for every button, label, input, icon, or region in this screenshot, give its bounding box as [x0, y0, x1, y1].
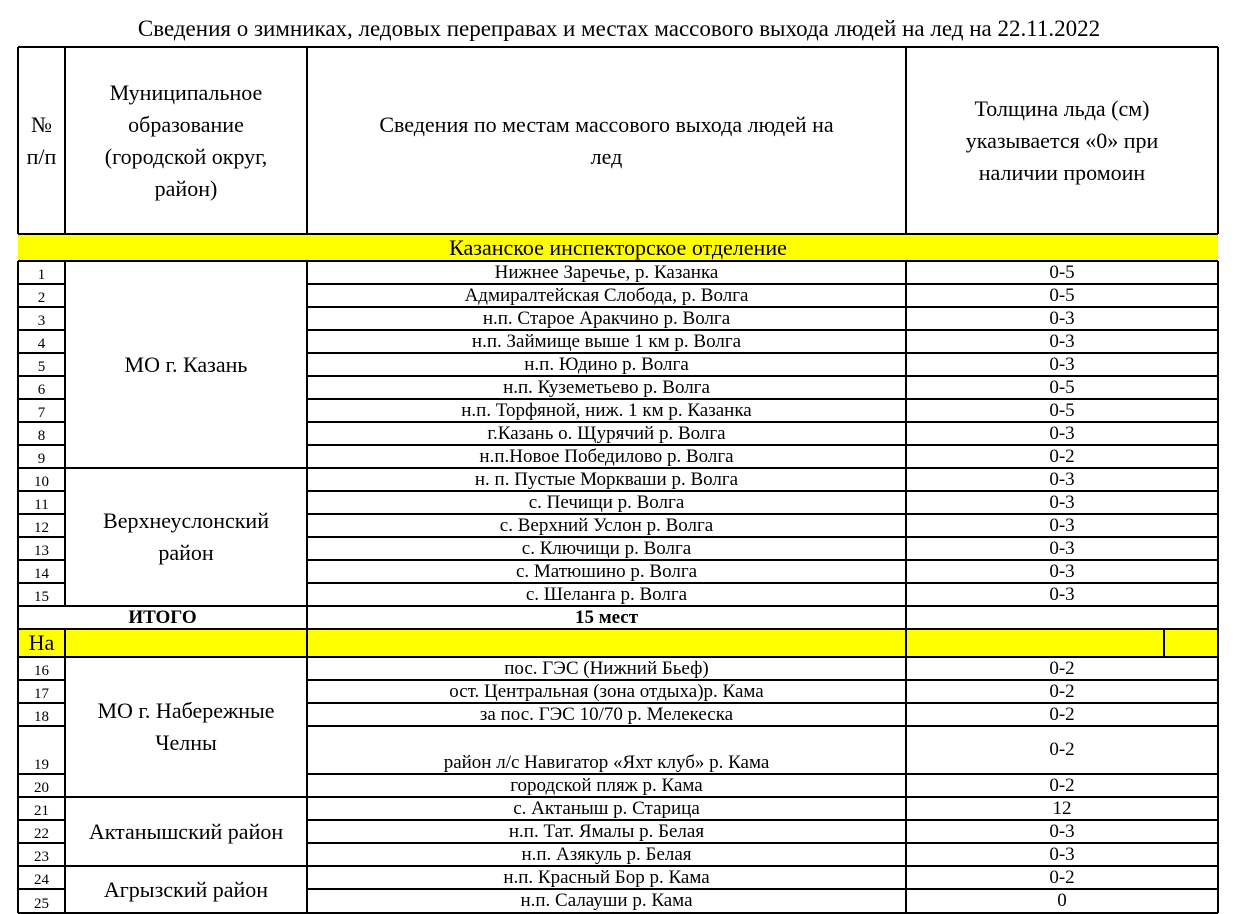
- grid-line: [307, 513, 1218, 515]
- row-ice: [906, 284, 1218, 307]
- row-number-text: 9: [37, 451, 46, 467]
- header-municipality: [65, 47, 307, 234]
- row-ice-text: 0-2: [1049, 739, 1075, 760]
- document-title: Сведения о зимниках, ледовых переправах и местах массового выхода людей на лед на 22.11.2022: [137, 16, 1101, 41]
- row-ice: [906, 560, 1218, 583]
- header-municipality-line: Муниципальное: [109, 79, 263, 105]
- grid-line: [306, 629, 308, 657]
- grid-line: [307, 352, 1218, 354]
- row-number: [18, 284, 65, 307]
- grid-line: [307, 842, 1218, 844]
- total-value: [307, 606, 906, 629]
- row-ice-text: 0-5: [1049, 399, 1075, 421]
- grid-line: [905, 629, 907, 657]
- municipality-group: [65, 657, 307, 797]
- grid-line: [18, 679, 65, 681]
- row-ice: [906, 376, 1218, 399]
- grid-line: [18, 233, 1218, 235]
- row-number: [18, 797, 65, 820]
- row-number-text: 20: [34, 780, 49, 796]
- municipality-group-text: Агрызский район: [103, 876, 269, 902]
- row-place-text: н.п. Куземетьево р. Волга: [503, 376, 710, 398]
- row-ice: [906, 445, 1218, 468]
- municipality-group: [65, 468, 307, 606]
- row-place: [307, 797, 906, 820]
- row-place: [307, 680, 906, 703]
- row-ice-text: 0-3: [1049, 330, 1075, 352]
- grid-line: [905, 606, 907, 629]
- total-value-text: 15 мест: [574, 606, 639, 628]
- total-label-text: ИТОГО: [128, 606, 197, 628]
- header-number-line: №: [31, 111, 52, 137]
- row-number: [18, 537, 65, 560]
- row-place-text: н.п. Красный Бор р. Кама: [503, 866, 710, 888]
- row-number-text: 22: [34, 826, 49, 842]
- row-ice-text: 0-5: [1049, 261, 1075, 283]
- row-place: [307, 514, 906, 537]
- row-number-text: 18: [34, 709, 49, 725]
- row-ice: [906, 726, 1218, 774]
- row-number: [18, 422, 65, 445]
- row-place-text: с. Шеланга р. Волга: [525, 583, 688, 605]
- grid-line: [307, 444, 1218, 446]
- row-ice-text: 0-2: [1049, 657, 1075, 679]
- section-title: [18, 629, 65, 657]
- row-place: [307, 726, 906, 776]
- row-number: [18, 703, 65, 726]
- row-number-text: 16: [34, 663, 49, 679]
- row-place-text: н.п. Юдино р. Волга: [524, 353, 689, 375]
- row-ice-text: 0-3: [1049, 843, 1075, 865]
- grid-line: [307, 490, 1218, 492]
- row-place: [307, 330, 906, 353]
- row-number-text: 8: [37, 428, 46, 444]
- row-place: [307, 399, 906, 422]
- grid-line: [306, 261, 308, 606]
- row-ice: [906, 774, 1218, 797]
- row-number-text: 7: [37, 405, 46, 421]
- header-number: [18, 47, 65, 234]
- grid-line: [18, 329, 65, 331]
- row-ice-text: 0-5: [1049, 376, 1075, 398]
- grid-line: [307, 283, 1218, 285]
- grid-line: [18, 306, 65, 308]
- row-place-text: с. Актаныш р. Старица: [513, 797, 700, 819]
- row-number-text: 1: [37, 267, 46, 283]
- row-ice: [906, 537, 1218, 560]
- header-thickness-line: Толщина льда (см): [974, 95, 1150, 121]
- grid-line: [18, 260, 1218, 262]
- grid-line: [18, 375, 65, 377]
- row-ice: [906, 353, 1218, 376]
- row-number-text: 14: [34, 566, 49, 582]
- row-ice-text: 0-2: [1049, 445, 1075, 467]
- grid-line: [17, 261, 19, 606]
- grid-line: [1217, 261, 1219, 606]
- grid-line: [18, 283, 65, 285]
- row-ice: [906, 261, 1218, 284]
- row-place: [307, 468, 906, 491]
- row-ice: [906, 514, 1218, 537]
- grid-line: [18, 773, 65, 775]
- row-number: [18, 399, 65, 422]
- row-place-text: г.Казань о. Щурячий р. Волга: [487, 422, 726, 444]
- row-place: [307, 774, 906, 797]
- header-thickness-line: наличии промоин: [978, 159, 1146, 185]
- row-number-text: 5: [37, 359, 46, 375]
- row-ice: [906, 843, 1218, 866]
- row-place: [307, 703, 906, 726]
- row-number-text: 6: [37, 382, 46, 398]
- row-number: [18, 820, 65, 843]
- grid-line: [17, 606, 19, 629]
- row-place: [307, 445, 906, 468]
- row-ice: [906, 889, 1218, 913]
- municipality-group: [65, 797, 307, 866]
- row-number: [18, 680, 65, 703]
- row-ice: [906, 422, 1218, 445]
- grid-line: [18, 819, 65, 821]
- grid-line: [307, 679, 1218, 681]
- grid-line: [307, 536, 1218, 538]
- row-place-text: с. Верхний Услон р. Волга: [499, 514, 714, 536]
- row-number: [18, 307, 65, 330]
- row-number-text: 10: [34, 474, 49, 490]
- row-place-text: район л/с Навигатор «Яхт клуб» р. Кама: [443, 752, 770, 773]
- row-place-text: н.п. Старое Аракчино р. Волга: [482, 307, 731, 329]
- grid-line: [18, 421, 65, 423]
- grid-line: [306, 657, 308, 913]
- row-number-text: 19: [34, 757, 49, 773]
- row-number: [18, 376, 65, 399]
- grid-line: [18, 842, 65, 844]
- row-ice: [906, 820, 1218, 843]
- row-ice-text: 0-2: [1049, 680, 1075, 702]
- grid-line: [18, 865, 1218, 867]
- row-ice: [906, 468, 1218, 491]
- grid-line: [306, 47, 308, 234]
- row-place-text: городской пляж р. Кама: [510, 774, 703, 796]
- grid-line: [18, 582, 65, 584]
- grid-line: [307, 725, 1218, 727]
- grid-line: [17, 629, 19, 657]
- row-ice-text: 0-3: [1049, 353, 1075, 375]
- grid-line: [1163, 629, 1165, 657]
- row-place: [307, 353, 906, 376]
- row-place-text: пос. ГЭС (Нижний Бьеф): [504, 657, 709, 679]
- row-place-text: н.п.Новое Победилово р. Волга: [479, 445, 734, 467]
- row-number-text: 24: [34, 872, 49, 888]
- row-ice-text: 0-3: [1049, 560, 1075, 582]
- row-number-text: 17: [34, 686, 49, 702]
- grid-line: [18, 559, 65, 561]
- row-ice: [906, 399, 1218, 422]
- row-ice-text: 0-3: [1049, 307, 1075, 329]
- row-place-text: н.п. Салауши р. Кама: [520, 890, 693, 911]
- grid-line: [18, 444, 65, 446]
- row-ice-text: 0-3: [1049, 468, 1075, 490]
- row-ice: [906, 703, 1218, 726]
- grid-line: [64, 629, 66, 657]
- row-number: [18, 468, 65, 491]
- grid-line: [18, 656, 1218, 658]
- section-title: [18, 234, 1218, 261]
- grid-line: [17, 657, 19, 913]
- row-ice-text: 0-2: [1049, 774, 1075, 796]
- municipality-group-text: Верхнеуслонский район: [103, 508, 269, 565]
- row-place: [307, 537, 906, 560]
- grid-line: [1217, 47, 1219, 234]
- row-number: [18, 657, 65, 680]
- grid-line: [307, 329, 1218, 331]
- total-label: [18, 606, 307, 629]
- grid-line: [18, 628, 1218, 630]
- row-place-text: Нижнее Заречье, р. Казанка: [494, 261, 719, 283]
- row-ice: [906, 583, 1218, 606]
- row-place: [307, 491, 906, 514]
- row-ice-text: 12: [1052, 797, 1072, 819]
- grid-line: [18, 513, 65, 515]
- row-place-text: ост. Центральная (зона отдыха)р. Кама: [449, 680, 764, 702]
- row-number-text: 4: [37, 336, 46, 352]
- row-ice: [906, 680, 1218, 703]
- municipality-group: [65, 866, 307, 913]
- row-ice-text: 0-3: [1049, 422, 1075, 444]
- row-number: [18, 261, 65, 284]
- grid-line: [18, 536, 65, 538]
- grid-line: [18, 352, 65, 354]
- row-number: [18, 774, 65, 797]
- row-place: [307, 820, 906, 843]
- row-number-text: 15: [34, 589, 49, 605]
- row-ice-text: 0-2: [1049, 866, 1075, 888]
- grid-line: [306, 606, 308, 629]
- row-ice-text: 0-2: [1049, 703, 1075, 725]
- grid-line: [18, 796, 1218, 798]
- row-place: [307, 261, 906, 284]
- row-ice: [906, 491, 1218, 514]
- row-place: [307, 422, 906, 445]
- header-number-line: п/п: [26, 143, 57, 169]
- row-number: [18, 866, 65, 889]
- row-place: [307, 657, 906, 680]
- grid-line: [64, 657, 66, 913]
- grid-line: [307, 819, 1218, 821]
- row-place: [307, 307, 906, 330]
- grid-line: [307, 375, 1218, 377]
- grid-line: [18, 467, 1218, 469]
- row-number-text: 13: [34, 543, 49, 559]
- grid-line: [18, 46, 1218, 48]
- header-thickness: [906, 47, 1218, 234]
- row-place-text: Адмиралтейская Слобода, р. Волга: [464, 284, 749, 306]
- row-place-text: с. Ключищи р. Волга: [521, 537, 692, 559]
- section-title-text: Казанское инспекторское отделение: [449, 234, 787, 260]
- row-number: [18, 583, 65, 606]
- row-place-text: н.п. Тат. Ямалы р. Белая: [508, 820, 705, 842]
- row-number: [18, 514, 65, 537]
- section-title-text: На: [28, 630, 55, 655]
- row-number: [18, 353, 65, 376]
- row-place: [307, 284, 906, 307]
- grid-line: [905, 657, 907, 913]
- municipality-group-text: МО г. Набережные Челны: [97, 698, 275, 755]
- header-places-line: лед: [590, 143, 623, 169]
- row-number: [18, 330, 65, 353]
- row-number-text: 2: [37, 290, 46, 306]
- grid-line: [17, 47, 19, 234]
- row-number-text: 25: [34, 896, 49, 912]
- row-ice-text: 0-5: [1049, 284, 1075, 306]
- row-place-text: н. п. Пустые Моркваши р. Волга: [474, 468, 739, 490]
- grid-line: [307, 421, 1218, 423]
- grid-line: [307, 773, 1218, 775]
- row-place: [307, 376, 906, 399]
- row-ice: [906, 866, 1218, 889]
- row-place: [307, 843, 906, 866]
- row-number: [18, 445, 65, 468]
- row-number: [18, 560, 65, 583]
- grid-line: [18, 725, 65, 727]
- row-ice: [906, 797, 1218, 820]
- row-ice-text: 0: [1057, 890, 1067, 911]
- row-place-text: с. Матюшино р. Волга: [515, 560, 698, 582]
- row-number-text: 23: [34, 849, 49, 865]
- row-ice-text: 0-3: [1049, 583, 1075, 605]
- grid-line: [307, 582, 1218, 584]
- row-number-text: 3: [37, 313, 46, 329]
- municipality-group: [65, 261, 307, 468]
- row-place: [307, 866, 906, 889]
- section-band: [18, 629, 1218, 657]
- row-number: [18, 726, 65, 774]
- header-places: [307, 47, 906, 234]
- grid-line: [18, 888, 65, 890]
- row-ice: [906, 657, 1218, 680]
- municipality-group-text: МО г. Казань: [124, 351, 248, 377]
- row-place: [307, 889, 906, 913]
- row-ice-text: 0-3: [1049, 537, 1075, 559]
- row-ice-text: 0-3: [1049, 820, 1075, 842]
- row-place: [307, 583, 906, 606]
- grid-line: [64, 261, 66, 606]
- row-number: [18, 491, 65, 514]
- header-municipality-line: район): [154, 175, 218, 201]
- row-number-text: 12: [34, 520, 49, 536]
- grid-line: [307, 306, 1218, 308]
- grid-line: [307, 888, 1218, 890]
- row-place-text: с. Печищи р. Волга: [528, 491, 685, 513]
- row-place-text: за пос. ГЭС 10/70 р. Мелекеска: [479, 703, 734, 725]
- grid-line: [1217, 657, 1219, 913]
- grid-line: [1217, 606, 1219, 629]
- municipality-group-text: Актанышский район: [88, 818, 284, 844]
- row-ice: [906, 307, 1218, 330]
- row-place-text: н.п. Торфяной, ниж. 1 км р. Казанка: [461, 399, 752, 421]
- row-number: [18, 843, 65, 866]
- grid-line: [18, 490, 65, 492]
- row-number-text: 11: [34, 497, 49, 513]
- row-ice-text: 0-3: [1049, 491, 1075, 513]
- grid-line: [905, 47, 907, 234]
- row-place: [307, 560, 906, 583]
- row-place-text: н.п. Займище выше 1 км р. Волга: [471, 330, 742, 352]
- header-places-line: Сведения по местам массового выхода людей на: [379, 111, 834, 137]
- header-municipality-line: (городской округ,: [104, 143, 268, 169]
- header-thickness-line: указывается «0» при: [965, 127, 1159, 153]
- row-place-text: н.п. Азякуль р. Белая: [521, 843, 692, 865]
- grid-line: [307, 559, 1218, 561]
- row-number-text: 21: [34, 803, 49, 819]
- header-municipality-line: образование: [128, 111, 244, 137]
- row-ice: [906, 330, 1218, 353]
- grid-line: [307, 702, 1218, 704]
- grid-line: [64, 47, 66, 234]
- grid-line: [307, 398, 1218, 400]
- row-ice-text: 0-3: [1049, 514, 1075, 536]
- row-number: [18, 889, 65, 913]
- grid-line: [1217, 629, 1219, 657]
- grid-line: [905, 261, 907, 606]
- grid-line: [18, 605, 1218, 607]
- grid-line: [18, 398, 65, 400]
- grid-line: [18, 702, 65, 704]
